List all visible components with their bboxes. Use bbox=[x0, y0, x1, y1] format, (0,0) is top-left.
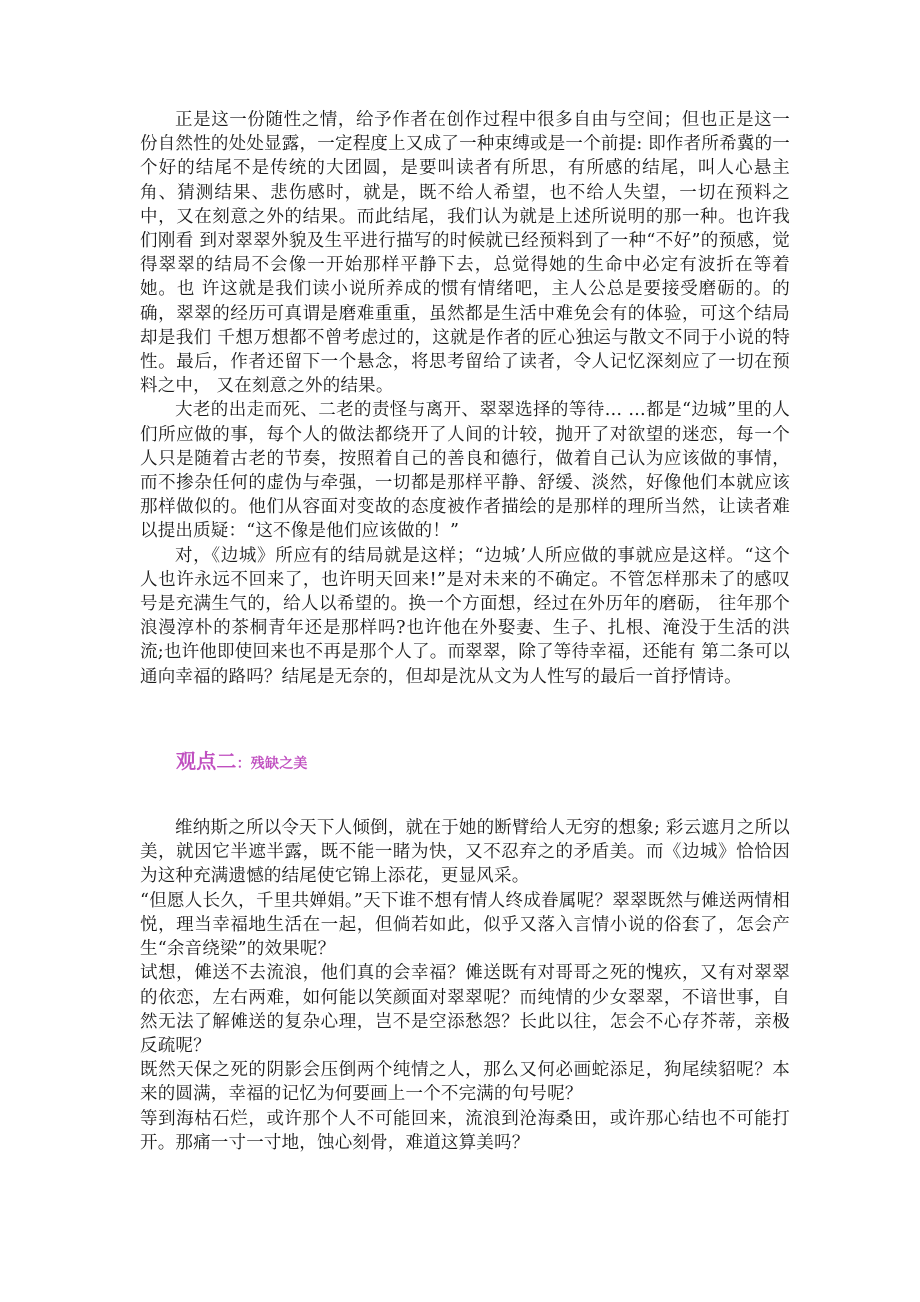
body-paragraph: 等到海枯石烂，或许那个人不可能回来，流浪到沧海桑田，或许那心结也不可能打开。那痛一寸一寸地，蚀心刻骨，难道这算美吗？ bbox=[140, 1108, 790, 1153]
body-paragraph: 试想，傩送不去流浪，他们真的会幸福？傩送既有对哥哥之死的愧疚，又有对翠翠的依恋，左右两难，如何能以笑颜面对翠翠呢？而纯情的少女翠翠，不谙世事，自然无法了解傩送的复杂心理，岂不是空添愁怨？长此以往，怎会不心存芥蒂，亲极反疏呢？ bbox=[140, 963, 790, 1056]
body-paragraph: 既然天保之死的阴影会压倒两个纯情之人，那么又何必画蛇添足，狗尾续貂呢？本来的圆满，幸福的记忆为何要画上一个不完满的句号呢？ bbox=[140, 1060, 790, 1105]
section-heading-title: 观点二 bbox=[176, 748, 237, 773]
body-paragraph: “但愿人长久，千里共婵娟。”天下谁不想有情人终成眷属呢？翠翠既然与傩送两情相悦，理当幸福地生活在一起，但倘若如此，似乎又落入言情小说的俗套了，怎会产生“余音绕梁”的效果呢？ bbox=[140, 890, 790, 960]
body-paragraph: 对，《边城》所应有的结局就是这样；“边城’人所应做的事就应是这样。“这个人也许永远不回来了，也许明天回来!”是对未来的不确定。不管怎样那未了的感叹号是充满生气的，给人以希望的。换一个方面想，经过在外历年的磨砺， 往年那个浪漫淳朴的茶桐青年还是那样吗?也许他在外娶妻、生子、扎根、淹没于生活的洪流;也许他即使回来也不再是那个人了。而翠翠，除了等待幸福，还能有 第二条可以通向幸福的路吗？结尾是无奈的，但却是沈从文为人性写的最后一首抒情诗。 bbox=[140, 545, 790, 687]
section-heading bbox=[140, 749, 790, 776]
body-paragraph: 大老的出走而死、二老的责怪与离开、翠翠选择的等待… …都是“边城”里的人们所应做的事，每个人的做法都绕开了人间的计较，抛开了对欲望的迷恋，每一个人只是随着古老的节奏，按照着自己的善良和德行，做着自己认为应该做的事情，而不掺杂任何的虚伪与牵强，一切都是那样平静、舒缓、淡然，好像他们本就应该那样做似的。他们从容面对变故的态度被作者描绘的是那样的理所当然，让读者难以提出质疑：“这不像是他们应该做的！” bbox=[140, 400, 790, 542]
body-paragraph: 正是这一份随性之情，给予作者在创作过程中很多自由与空间；但也正是这一份自然性的处处显露，一定程度上又成了一种束缚或是一个前提: 即作者所希冀的一个好的结尾不是传统的大团圆，是要叫读者有所思，有所感的结尾，叫人心悬主角、猜测结果、悲伤感时，就是，既不给人希望，也不给人失望，一切在预料之中，又在刻意之外的结果。而此结尾，我们认为就是上述所说明的那一种。也许我们刚看 到对翠翠外貌及生平进行描写的时候就已经预料到了一种“不好”的预感，觉得翠翠的结局不会像一开始那样平静下去，总觉得她的生命中必定有波折在等着她。也 许这就是我们读小说所养成的惯有情绪吧，主人公总是要接受磨砺的。的确，翠翠的经历可真谓是磨难重重，虽然都是生活中难免会有的体验，可这个结局却是我们 千想万想都不曾考虑过的，这就是作者的匠心独运与散文不同于小说的特性。最后，作者还留下一个悬念，将思考留给了读者，令人记忆深刻应了一切在预料之中， 又在刻意之外的结果。 bbox=[140, 110, 790, 397]
section-heading-subtitle: ：残缺之美 bbox=[236, 755, 308, 772]
body-paragraph: 维纳斯之所以令天下人倾倒，就在于她的断臂给人无穷的想象; 彩云遮月之所以美，就因它半遮半露，既不能一睹为快，又不忍弃之的矛盾美。而《边城》恰恰因为这种充满遗憾的结尾使它锦上添花，更显风采。 bbox=[140, 818, 790, 887]
document-page bbox=[140, 108, 790, 1155]
